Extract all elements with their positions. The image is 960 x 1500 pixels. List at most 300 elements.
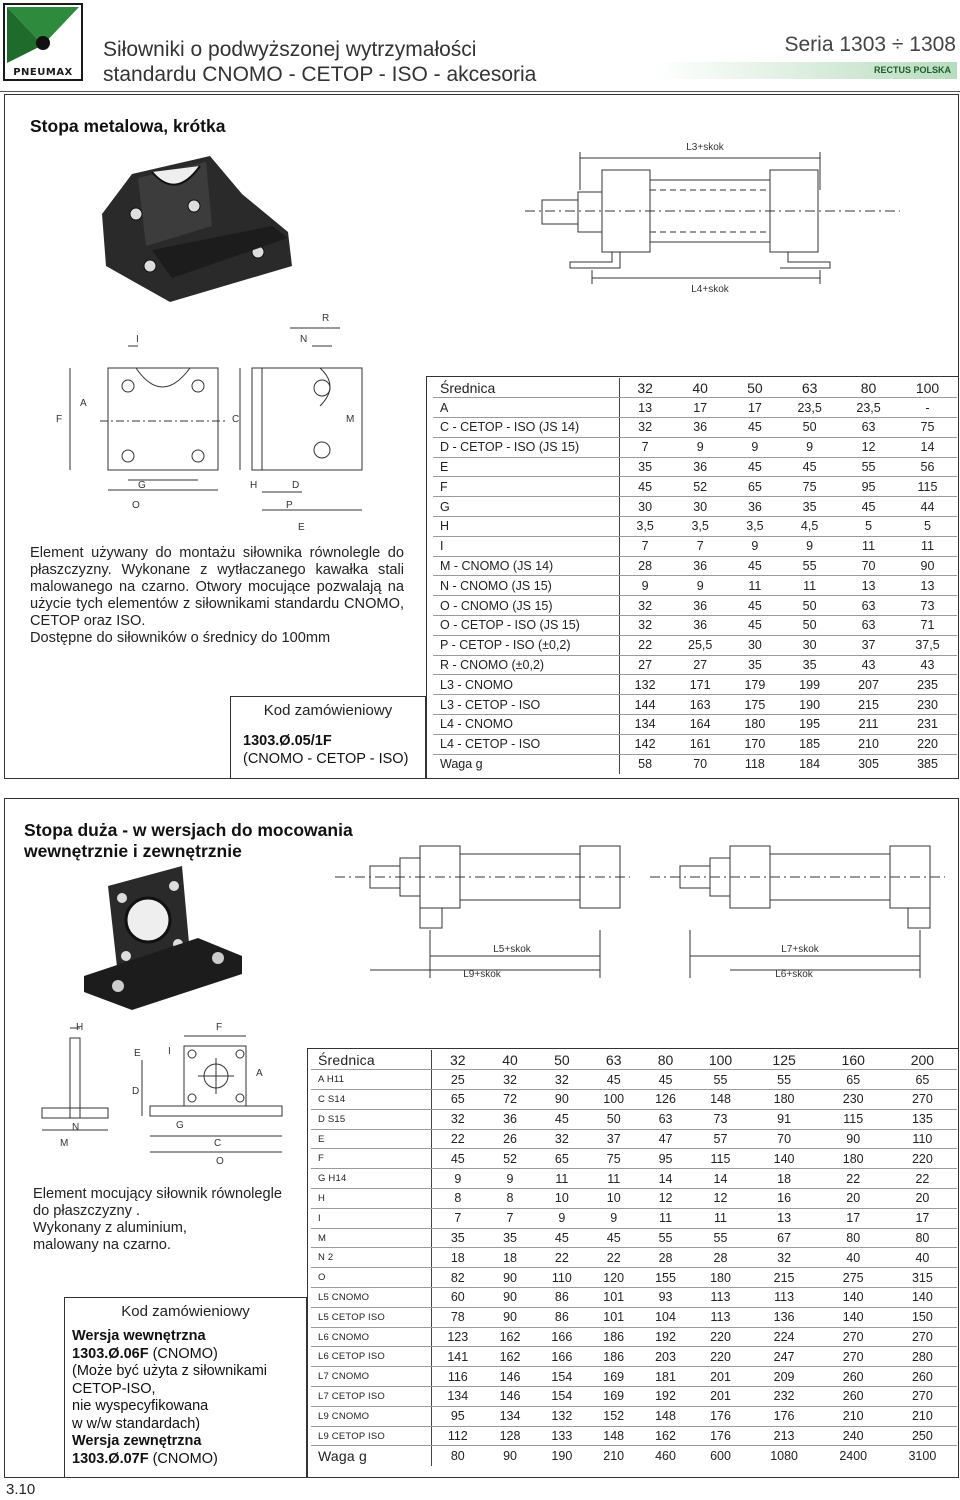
row-label: L4 - CETOP - ISO [433, 734, 619, 754]
table-cell: 43 [839, 655, 898, 675]
table-cell: 1080 [770, 1449, 798, 1464]
table-cell: 9 [588, 1208, 640, 1228]
table-cell: 11 [691, 1208, 749, 1228]
table-cell: 260 [819, 1387, 888, 1407]
row-label: L5 CNOMO [311, 1288, 431, 1308]
table-row [311, 1327, 957, 1347]
table-cell: 26 [484, 1129, 536, 1149]
row-label: M - CNOMO (JS 14) [433, 556, 619, 576]
table-cell: 50 [780, 418, 839, 438]
table-cell: 37 [839, 635, 898, 655]
section2-title-line1: Stopa duża - w wersjach do mocowania [24, 820, 353, 840]
table-cell: 90 [503, 1449, 517, 1464]
table-row [311, 1070, 957, 1090]
table-cell: 231 [898, 715, 957, 735]
table-cell: 141 [431, 1347, 484, 1367]
section1-title: Stopa metalowa, krótka [30, 116, 226, 136]
row-label: F [311, 1149, 431, 1169]
table-cell: 37 [588, 1129, 640, 1149]
table-cell: 166 [536, 1327, 588, 1347]
table-cell: 203 [640, 1347, 692, 1367]
row-label: O - CETOP - ISO (JS 15) [433, 616, 619, 636]
table-cell: 63 [839, 616, 898, 636]
table-cell: 224 [750, 1327, 819, 1347]
table-row [311, 1149, 957, 1169]
table-cell: 27 [671, 655, 730, 675]
table-cell: 192 [640, 1327, 692, 1347]
table-cell: 186 [588, 1347, 640, 1367]
table-cell: 13 [898, 576, 957, 596]
table-cell: 118 [744, 757, 765, 772]
table-cell: 70 [750, 1129, 819, 1149]
table-cell: 45 [730, 457, 781, 477]
table-cell: 166 [536, 1347, 588, 1367]
table-cell: 22 [431, 1129, 484, 1149]
table-cell: 20 [819, 1189, 888, 1209]
table-row [433, 734, 957, 754]
table-cell: 18 [484, 1248, 536, 1268]
table-row [433, 437, 957, 457]
table-cell: 58 [638, 757, 653, 772]
outer-version-standard: (CNOMO) [148, 1450, 218, 1467]
table-cell: 11 [898, 536, 957, 556]
cylinder-assembly-drawing [520, 130, 900, 295]
table-cell: 35 [780, 497, 839, 517]
outer-version-code: 1303.Ø.07F [72, 1450, 149, 1467]
table-cell: 8 [431, 1189, 484, 1209]
row-label: Średnica [311, 1050, 431, 1070]
table-cell: 45 [730, 556, 781, 576]
table-cell: 148 [691, 1090, 749, 1110]
table-row [433, 418, 957, 438]
row-label: G H14 [311, 1169, 431, 1189]
table-cell: 270 [819, 1347, 888, 1367]
label-F-2: F [216, 1022, 223, 1033]
table-cell: 9 [730, 437, 781, 457]
table-cell: 9 [431, 1169, 484, 1189]
table-row [311, 1406, 957, 1426]
table-row [433, 536, 957, 556]
table-cell: 73 [691, 1109, 749, 1129]
table-cell: 80 [839, 378, 898, 398]
table-cell: 195 [780, 715, 839, 735]
table-cell: 210 [819, 1406, 888, 1426]
row-label: H [311, 1189, 431, 1209]
table-cell: 32 [484, 1070, 536, 1090]
row-label: A H11 [311, 1070, 431, 1090]
pneumax-logo [3, 3, 83, 81]
table-cell: 315 [888, 1268, 957, 1288]
table-cell: 65 [730, 477, 781, 497]
table-row [311, 1268, 957, 1288]
table-cell: 52 [671, 477, 730, 497]
table-cell: 93 [640, 1288, 692, 1308]
table-cell: 140 [819, 1307, 888, 1327]
table-cell: 270 [888, 1327, 957, 1347]
label-H: H [250, 480, 258, 491]
row-label: C S14 [311, 1090, 431, 1110]
table-cell: 45 [730, 418, 781, 438]
table-cell: 136 [750, 1307, 819, 1327]
table-cell: 45 [619, 477, 671, 497]
table-cell: 80 [640, 1050, 692, 1070]
inner-version-title: Wersja wewnętrzna [72, 1328, 206, 1344]
table-cell: 132 [536, 1406, 588, 1426]
table-cell: 20 [888, 1189, 957, 1209]
logo-text: PNEUMAX [13, 67, 73, 78]
table-cell: 210 [839, 734, 898, 754]
company-name: RECTUS POLSKA [873, 65, 951, 75]
row-label: M [311, 1228, 431, 1248]
outer-version-title: Wersja zewnętrzna [72, 1433, 202, 1449]
table-cell: 17 [888, 1208, 957, 1228]
table-cell: 30 [671, 497, 730, 517]
table-cell: 10 [588, 1189, 640, 1209]
table-row [311, 1129, 957, 1149]
table-row [433, 695, 957, 715]
inner-version-code-line [72, 1346, 306, 1364]
table-cell: 80 [450, 1449, 465, 1464]
cylinder-assembly-drawings-large [330, 838, 950, 983]
table-cell: 209 [750, 1367, 819, 1387]
table-cell: 213 [750, 1426, 819, 1446]
table-cell: 17 [819, 1208, 888, 1228]
table-cell: 12 [839, 437, 898, 457]
table-cell: 132 [619, 675, 671, 695]
table-cell: 28 [619, 556, 671, 576]
table-cell: 9 [536, 1208, 588, 1228]
dim-l5: L5+skok [493, 944, 531, 955]
row-label: D - CETOP - ISO (JS 15) [433, 437, 619, 457]
table-cell: 600 [710, 1449, 731, 1464]
table-cell: 101 [588, 1307, 640, 1327]
table-cell: 22 [588, 1248, 640, 1268]
table-row [433, 497, 957, 517]
table-cell: 9 [671, 437, 730, 457]
series-label: Seria 1303 ÷ 1308 [784, 33, 956, 56]
table-cell: 220 [691, 1347, 749, 1367]
table-cell: 12 [640, 1189, 692, 1209]
dimensions-table-large-foot [311, 1050, 957, 1466]
row-label: E [433, 457, 619, 477]
table-cell: 63 [839, 418, 898, 438]
table-row [311, 1288, 957, 1308]
table-cell: 44 [898, 497, 957, 517]
row-label: O [311, 1268, 431, 1288]
row-label: Średnica [433, 378, 619, 398]
table-cell: 144 [619, 695, 671, 715]
table-row [311, 1169, 957, 1189]
table-cell: 176 [750, 1406, 819, 1426]
table-cell: 60 [431, 1288, 484, 1308]
table-cell: 36 [671, 616, 730, 636]
table-cell: 207 [839, 675, 898, 695]
table-cell: 22 [819, 1169, 888, 1189]
table-cell: 215 [750, 1268, 819, 1288]
order-code-standard: (CNOMO - CETOP - ISO) [243, 750, 409, 767]
table-cell: 40 [484, 1050, 536, 1070]
label-A: A [80, 398, 87, 409]
table-row [433, 675, 957, 695]
table-cell: 80 [819, 1228, 888, 1248]
table-cell: 47 [640, 1129, 692, 1149]
table-cell: 71 [898, 616, 957, 636]
table-row [311, 1208, 957, 1228]
row-label: Waga g [433, 754, 619, 774]
table-cell: 28 [640, 1248, 692, 1268]
table-cell: 3,5 [671, 517, 730, 537]
table-cell: 305 [858, 757, 879, 772]
table-cell: 152 [588, 1406, 640, 1426]
table-cell: 184 [799, 757, 821, 772]
table-cell: 385 [917, 757, 938, 772]
table-cell: 3100 [908, 1449, 937, 1464]
section1-header-row [433, 378, 957, 398]
table-row [311, 1426, 957, 1446]
table-cell: 43 [898, 655, 957, 675]
table-cell: 17 [671, 398, 730, 418]
row-label: C - CETOP - ISO (JS 14) [433, 418, 619, 438]
table-cell: 162 [484, 1327, 536, 1347]
table-cell: 134 [619, 715, 671, 735]
table-cell: 23,5 [780, 398, 839, 418]
table-cell: 9 [671, 576, 730, 596]
outer-version-code-line [72, 1451, 306, 1469]
table-cell: 116 [431, 1367, 484, 1387]
dimensions-table-short-foot [433, 378, 957, 774]
table-cell: 73 [898, 596, 957, 616]
company-bar [655, 62, 957, 79]
table-cell: 75 [780, 477, 839, 497]
table-cell: 90 [484, 1268, 536, 1288]
row-label: L3 - CETOP - ISO [433, 695, 619, 715]
table-cell: 115 [898, 477, 957, 497]
table-cell: 146 [484, 1367, 536, 1387]
table-cell: 32 [536, 1129, 588, 1149]
table-row [433, 517, 957, 537]
label-D: D [292, 480, 300, 491]
table-cell: - [898, 398, 957, 418]
row-label: L4 - CNOMO [433, 715, 619, 735]
row-label: G [433, 497, 619, 517]
table-cell: 100 [691, 1050, 749, 1070]
table-cell: 210 [603, 1449, 625, 1464]
table-cell: 270 [888, 1387, 957, 1407]
table-cell: 230 [819, 1090, 888, 1110]
table-cell: 9 [730, 536, 781, 556]
table-cell: 5 [898, 517, 957, 537]
table-cell: 215 [839, 695, 898, 715]
label-N-2: N [72, 1122, 80, 1133]
row-label: L7 CNOMO [311, 1367, 431, 1387]
table-row [311, 1248, 957, 1268]
table-cell: 32 [536, 1070, 588, 1090]
table-cell: 220 [691, 1327, 749, 1347]
table-cell: 63 [780, 378, 839, 398]
label-I: I [136, 334, 139, 345]
row-label: I [433, 536, 619, 556]
table-cell: 37,5 [898, 635, 957, 655]
table-cell: 154 [536, 1387, 588, 1407]
table-cell: 11 [780, 576, 839, 596]
table-cell: 126 [640, 1090, 692, 1110]
table-cell: 275 [819, 1268, 888, 1288]
table-cell: 45 [588, 1070, 640, 1090]
row-label: L7 CETOP ISO [311, 1387, 431, 1407]
table-cell: 162 [484, 1347, 536, 1367]
table-cell: 23,5 [839, 398, 898, 418]
label-G: G [138, 480, 146, 491]
table-cell: 12 [691, 1189, 749, 1209]
table-row [311, 1307, 957, 1327]
table-cell: 10 [536, 1189, 588, 1209]
table-cell: 30 [780, 635, 839, 655]
section2-description-line1: Element mocujący siłownik równolegle [33, 1186, 283, 1202]
table-row [311, 1446, 957, 1466]
short-foot-photo [92, 154, 300, 304]
row-label: N 2 [311, 1248, 431, 1268]
table-cell: 13 [839, 576, 898, 596]
table-cell: 235 [898, 675, 957, 695]
table-cell: 146 [484, 1387, 536, 1407]
page-number: 3.10 [6, 1481, 36, 1498]
table-cell: 50 [588, 1109, 640, 1129]
label-M-2: M [60, 1138, 69, 1149]
row-label: I [311, 1208, 431, 1228]
table-row [311, 1109, 957, 1129]
table-cell: 148 [588, 1426, 640, 1446]
table-cell: 150 [888, 1307, 957, 1327]
table-row [311, 1347, 957, 1367]
table-cell: 35 [619, 457, 671, 477]
label-E-2: E [134, 1048, 141, 1059]
table-cell: 140 [750, 1149, 819, 1169]
table-cell: 5 [839, 517, 898, 537]
table-cell: 14 [898, 437, 957, 457]
table-cell: 186 [588, 1327, 640, 1347]
table-cell: 22 [536, 1248, 588, 1268]
row-label: A [433, 398, 619, 418]
table-cell: 55 [691, 1070, 749, 1090]
table-cell: 7 [431, 1208, 484, 1228]
table-cell: 45 [640, 1070, 692, 1090]
order-code-box-1 [230, 696, 426, 779]
table-cell: 86 [536, 1288, 588, 1308]
dim-l7: L7+skok [781, 944, 819, 955]
table-cell: 90 [484, 1307, 536, 1327]
table-cell: 14 [691, 1169, 749, 1189]
table-cell: 260 [819, 1367, 888, 1387]
table-cell: 45 [536, 1109, 588, 1129]
table-cell: 192 [640, 1387, 692, 1407]
table-cell: 95 [640, 1149, 692, 1169]
label-O-2: O [216, 1156, 224, 1167]
row-label: L9 CETOP ISO [311, 1426, 431, 1446]
table-row [311, 1367, 957, 1387]
table-cell: 63 [839, 596, 898, 616]
table-cell: 176 [691, 1426, 749, 1446]
table-cell: 32 [431, 1109, 484, 1129]
table-cell: 100 [588, 1090, 640, 1110]
table-cell: 65 [819, 1070, 888, 1090]
section2-description [33, 1186, 303, 1254]
label-G-2: G [176, 1120, 184, 1131]
section1-availability-text: Dostępne do siłowników o średnicy do 100mm [30, 630, 331, 646]
table-row [433, 754, 957, 774]
table-cell: 169 [588, 1387, 640, 1407]
table-cell: 25,5 [671, 635, 730, 655]
dim-l3: L3+skok [686, 142, 724, 153]
table-cell: 175 [730, 695, 781, 715]
table-cell: 154 [536, 1367, 588, 1387]
label-O: O [132, 500, 140, 511]
label-D-2: D [132, 1086, 140, 1097]
table-cell: 22 [619, 635, 671, 655]
section2-description-line4: malowany na czarno. [33, 1237, 171, 1253]
order-code-box-2 [64, 1297, 307, 1478]
table-cell: 115 [819, 1109, 888, 1129]
table-cell: 40 [671, 378, 730, 398]
table-cell: 36 [671, 556, 730, 576]
table-cell: 90 [484, 1288, 536, 1308]
short-foot-technical-drawing [40, 310, 380, 535]
table-row [433, 556, 957, 576]
inner-note-line3: nie wyspecyfikowana [72, 1398, 209, 1414]
table-cell: 75 [898, 418, 957, 438]
table-cell: 113 [691, 1288, 749, 1308]
table-cell: 28 [691, 1248, 749, 1268]
table-cell: 86 [536, 1307, 588, 1327]
document-title-line2: standardu CNOMO - CETOP - ISO - akcesoria [103, 63, 537, 86]
table-cell: 91 [750, 1109, 819, 1129]
table-cell: 134 [431, 1387, 484, 1407]
table-cell: 45 [431, 1149, 484, 1169]
table-cell: 67 [750, 1228, 819, 1248]
table-cell: 65 [536, 1149, 588, 1169]
label-F: F [56, 414, 63, 425]
table-cell: 50 [536, 1050, 588, 1070]
table-cell: 11 [730, 576, 781, 596]
table-row [433, 635, 957, 655]
table-cell: 36 [484, 1109, 536, 1129]
section1-description [30, 545, 404, 647]
inner-version-code: 1303.Ø.06F [72, 1345, 149, 1362]
label-P: P [286, 500, 293, 511]
row-label: N - CNOMO (JS 15) [433, 576, 619, 596]
table-cell: 104 [640, 1307, 692, 1327]
table-cell: 112 [431, 1426, 484, 1446]
table-cell: 70 [693, 757, 708, 772]
table-cell: 35 [484, 1228, 536, 1248]
table-cell: 50 [780, 616, 839, 636]
row-label: D S15 [311, 1109, 431, 1129]
table-cell: 280 [888, 1347, 957, 1367]
table-cell: 11 [588, 1169, 640, 1189]
table-cell: 82 [431, 1268, 484, 1288]
table-cell: 115 [691, 1149, 749, 1169]
table-cell: 100 [898, 378, 957, 398]
table-cell: 45 [536, 1228, 588, 1248]
table-cell: 140 [888, 1288, 957, 1308]
table-cell: 110 [888, 1129, 957, 1149]
table-cell: 13 [750, 1208, 819, 1228]
table-row [433, 576, 957, 596]
table-cell: 75 [588, 1149, 640, 1169]
row-label: Waga g [311, 1446, 431, 1466]
table-cell: 134 [484, 1406, 536, 1426]
table-cell: 22 [888, 1169, 957, 1189]
table-cell: 35 [730, 655, 781, 675]
